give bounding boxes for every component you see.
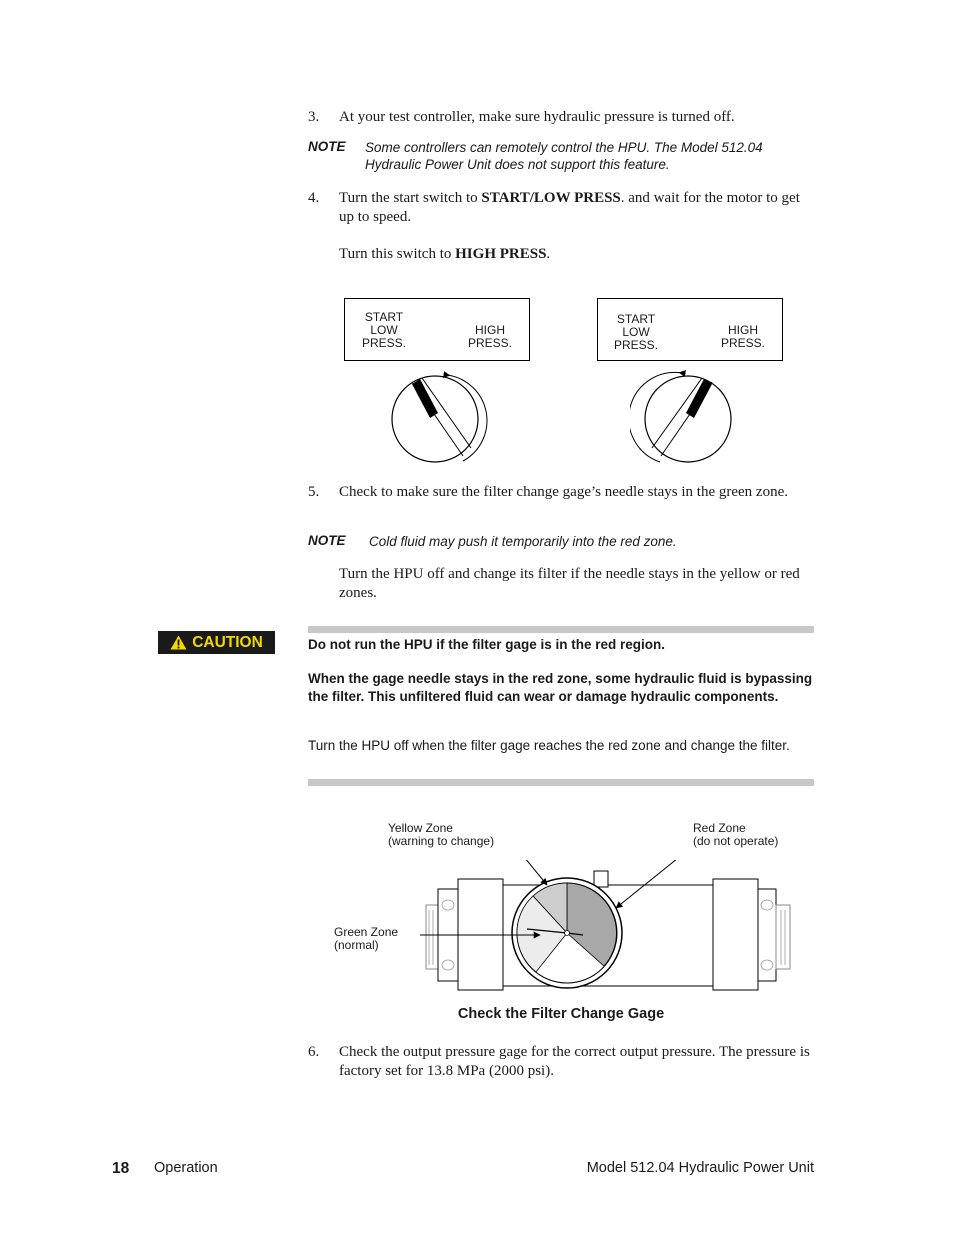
- caution-label: CAUTION: [192, 633, 263, 651]
- high-press-label: HIGH PRESS.: [720, 323, 765, 350]
- step-5-text: Check to make sure the filter change gage’s needle stays in the green zone.: [339, 484, 788, 500]
- note-2-text: Cold fluid may push it temporarily into the red zone.: [369, 534, 677, 549]
- start-low-press-label: START LOW PRESS.: [361, 310, 406, 350]
- red-zone-label: Red Zone (do not operate): [693, 821, 779, 848]
- note-1-line-1: Some controllers can remotely control the HPU. The Model 512.04: [365, 140, 763, 155]
- step-4-subtext: Turn this switch to HIGH PRESS.: [339, 246, 551, 262]
- step-3-text: At your test controller, make sure hydraulic pressure is turned off.: [339, 109, 735, 125]
- start-switch-knob-low-icon: [385, 368, 495, 472]
- yellow-zone-label: Yellow Zone (warning to change): [388, 821, 495, 848]
- caution-line-1: Do not run the HPU if the filter gage is in the red region.: [308, 637, 666, 652]
- figure-caption: Check the Filter Change Gage: [457, 1006, 665, 1022]
- warning-triangle-icon: [170, 635, 187, 650]
- step-6-text: Check the output pressure gage for the correct output pressure. The pressure is factory set for 13.8 MPa (2000 psi).: [339, 1044, 810, 1079]
- caution-top-rule: [308, 626, 814, 633]
- caution-badge: [158, 631, 275, 654]
- footer-title: Model 512.04 Hydraulic Power Unit: [586, 1160, 814, 1176]
- caution-paragraph-3: Turn the HPU off when the filter gage reaches the red zone and change the filter.: [308, 738, 790, 753]
- green-zone-label: Green Zone (normal): [334, 925, 399, 952]
- step-6-number: 6.: [308, 1044, 320, 1060]
- footer-section: Operation: [154, 1160, 218, 1176]
- note-1-line-2: Hydraulic Power Unit does not support this feature.: [365, 157, 670, 172]
- step-5-followup: Turn the HPU off and change its filter if the needle stays in the yellow or red zones.: [339, 566, 800, 601]
- note-1-label: NOTE: [308, 139, 346, 154]
- step-5-number: 5.: [308, 484, 320, 500]
- note-2-label: NOTE: [308, 533, 346, 548]
- page-number: 18: [112, 1160, 130, 1177]
- start-switch-knob-high-icon: [630, 368, 740, 472]
- filter-housing-diagram: [420, 860, 800, 1000]
- step-3-number: 3.: [308, 109, 320, 125]
- step-4-text: Turn the start switch to START/LOW PRESS. and wait for the motor to get up to speed.: [339, 190, 800, 225]
- switch-panel-high: [597, 298, 783, 361]
- switch-panel-start: [344, 298, 530, 361]
- high-press-label: HIGH PRESS.: [467, 323, 512, 350]
- caution-bottom-rule: [308, 779, 814, 786]
- caution-paragraph-2: When the gage needle stays in the red zone, some hydraulic fluid is bypassing the filter. This unfiltered fluid can wear or damage hydraulic components.: [308, 671, 813, 704]
- step-4-number: 4.: [308, 190, 320, 206]
- start-low-press-label: START LOW PRESS.: [613, 312, 658, 352]
